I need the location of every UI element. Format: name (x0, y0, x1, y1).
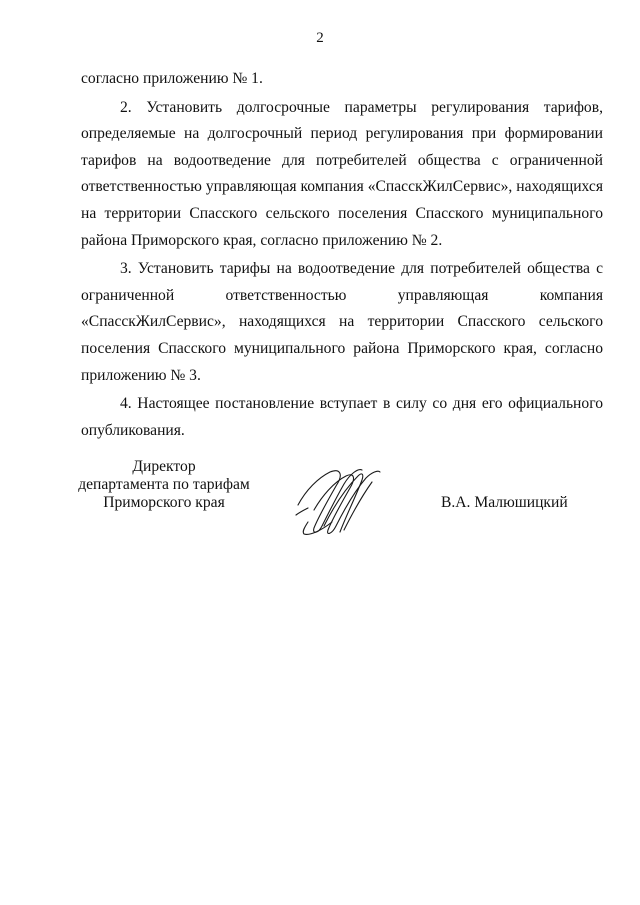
page-number: 2 (316, 30, 324, 46)
paragraph-item-4: 4. Настоящее постановление вступает в силу со дня его официального опубликования. (81, 395, 603, 439)
signatory-title-line: департамента по тарифам (78, 476, 250, 493)
signatory-title-line: Директор (132, 458, 196, 475)
signatory-title-line: Приморского края (103, 494, 225, 511)
paragraph-item-2: 2. Установить долгосрочные параметры регулирования тарифов, определяемые на долгосрочный период регулирования при формировании тарифов на водоотведение для потребителей общества с ограниченной ответственностью управляющая компания «СпасскЖилСервис», находящихся на территории Спасского сельского поселения Спасского муниципального района Приморского края, согласно приложению № 2. (81, 98, 603, 249)
signature-block (0, 458, 640, 548)
handwritten-signature-icon (288, 460, 388, 540)
paragraph-continuation: согласно приложению № 1. (81, 70, 263, 87)
document-body (81, 66, 603, 444)
signatory-name: В.А. Малюшицкий (441, 494, 568, 511)
signatory-title (76, 458, 252, 512)
paragraph-item-3: 3. Установить тарифы на водоотведение для потребителей общества с ограниченной ответственностью управляющая компания «СпасскЖилСервис», находящихся на территории Спасского сельского поселения Спасского муниципального района Приморского края, согласно приложению № 3. (81, 260, 603, 384)
